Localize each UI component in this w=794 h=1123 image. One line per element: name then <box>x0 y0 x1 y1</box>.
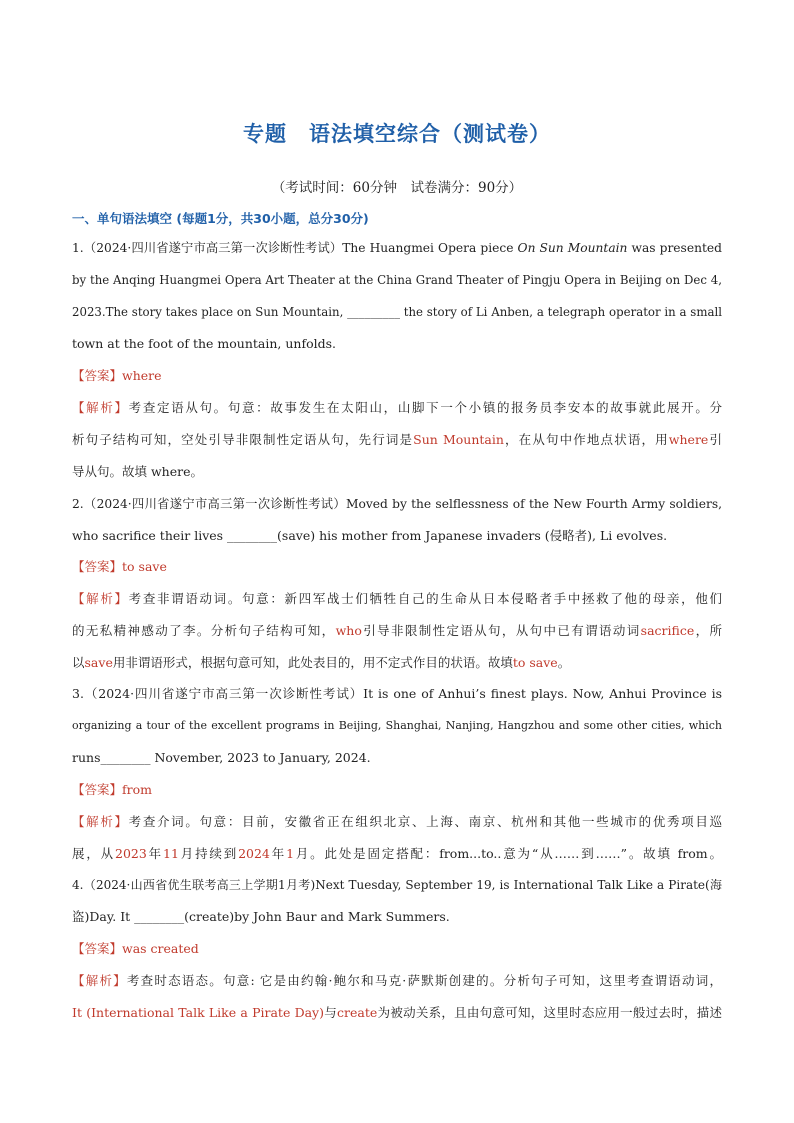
q2-line-2: who sacrifice their lives ________(save) his mother from Japanese invaders (侵略者), Li evolves. <box>72 528 668 543</box>
q2-answer: 【答案】to save <box>72 559 167 574</box>
q3-line-3: runs________ November, 2023 to January, 2024. <box>72 750 371 765</box>
q1-explanation-3: 导从句。故填 where。 <box>72 464 203 479</box>
q2-explanation-1: 【解析】考查非谓语动词。句意：新四军战士们牺牲自己的生命从日本侵略者手中拯救了他的母亲，他们 <box>72 591 722 606</box>
page-title: 专题 语法填空综合（测试卷） <box>243 122 551 146</box>
q1-line-1: 1.（2024·四川省遂宁市高三第一次诊断性考试）The Huangmei Opera piece On Sun Mountain was presented <box>72 241 723 255</box>
q3-explanation-2: 展，从2023年11月持续到2024年1月。此处是固定搭配：from...to..意为“从……到……”。故填 from。 <box>72 846 722 861</box>
q4-explanation-1: 【解析】考查时态语态。句意: 它是由约翰·鲍尔和马克·萨默斯创建的。分析句子可知，这里考查谓语动词， <box>72 973 722 988</box>
q3-line-2: organizing a tour of the excellent programs in Beijing, Shanghai, Nanjing, Hangzhou and some other cities, which <box>72 719 722 732</box>
q2-explanation-3: 以save用非谓语形式，根据句意可知，此处表目的，用不定式作目的状语。故填to save。 <box>72 655 571 670</box>
q1-explanation-1: 【解析】考查定语从句。句意：故事发生在太阳山，山脚下一个小镇的报务员李安本的故事就此展开。分 <box>72 400 722 415</box>
q4-explanation-2: It (International Talk Like a Pirate Day)与create为被动关系，且由句意可知，这里时态应用一般过去时，描述 <box>72 1005 722 1020</box>
exam-info: （考试时间：60分钟 试卷满分：90分） <box>271 180 523 196</box>
q2-explanation-2: 的无私精神感动了李。分析句子结构可知，who引导非限制性定语从句，从句中已有谓语动词sacrifice，所 <box>72 623 722 638</box>
q4-answer: 【答案】was created <box>72 941 199 956</box>
q4-line-2: 盗)Day. It ________(create)by John Baur and Mark Summers. <box>72 909 450 924</box>
q1-line-2: by the Anqing Huangmei Opera Art Theater at the China Grand Theater of Pingju Opera in Beijing on Dec 4, <box>72 273 722 287</box>
q1-answer: 【答案】where <box>72 368 162 383</box>
q4-line-1: 4.（2024·山西省优生联考高三上学期1月考)Next Tuesday, September 19, is International Talk Like a Pirate(海 <box>72 878 722 892</box>
q1-line-3: 2023.The story takes place on Sun Mountain, _________ the story of Li Anben, a telegraph operator in a small <box>72 305 722 319</box>
q1-explanation-2: 析句子结构可知，空处引导非限制性定语从句，先行词是Sun Mountain，在从句中作地点状语，用where引 <box>72 432 722 447</box>
q1-line-4: town at the foot of the mountain, unfolds. <box>72 336 337 351</box>
section-heading: 一、单句语法填空 (每题1分，共30小题，总分30分) <box>72 211 369 226</box>
q3-explanation-1: 【解析】考查介词。句意：目前，安徽省正在组织北京、上海、南京、杭州和其他一些城市的优秀项目巡 <box>72 814 722 829</box>
q3-line-1: 3.（2024·四川省遂宁市高三第一次诊断性考试）It is one of Anhui’s finest plays. Now, Anhui Province is <box>72 686 722 701</box>
q2-line-1: 2.（2024·四川省遂宁市高三第一次诊断性考试）Moved by the selflessness of the New Fourth Army soldiers, <box>72 497 722 511</box>
q3-answer: 【答案】from <box>72 782 152 797</box>
